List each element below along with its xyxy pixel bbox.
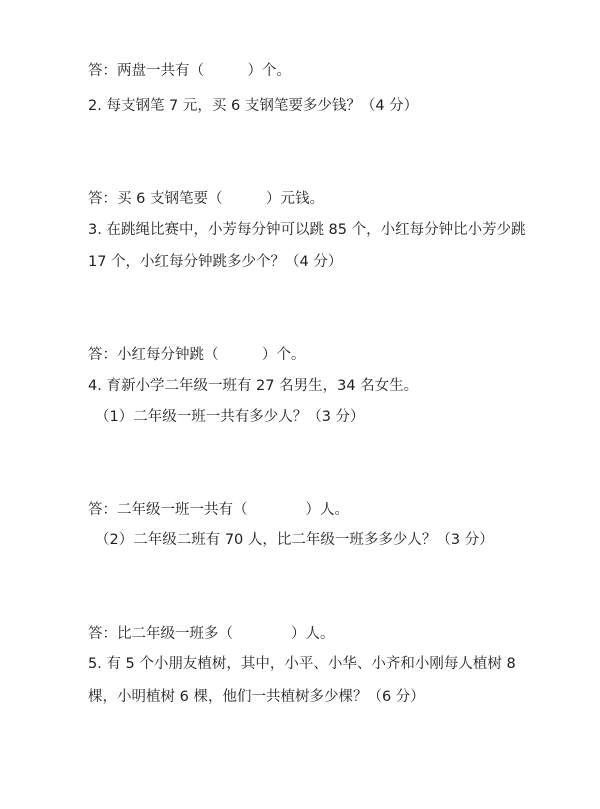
answer-line-q4-part-2: 答：比二年级一班多（ ）人。 — [88, 626, 335, 642]
question-3-line-2: 17 个，小红每分钟跳多少个？（4 分） — [88, 254, 343, 270]
answer-line-q2: 答：买 6 支钢笔要（ ）元钱。 — [88, 191, 324, 207]
question-4-part-2: （2）二年级二班有 70 人，比二年级一班多多少人？（3 分） — [95, 532, 494, 548]
question-5-line-1: 5. 有 5 个小朋友植树，其中，小平、小华、小齐和小刚每人植树 8 — [88, 656, 516, 672]
answer-line-q1: 答：两盘一共有（ ）个。 — [88, 63, 291, 79]
question-4: 4. 育新小学二年级一班有 27 名男生，34 名女生。 — [88, 378, 419, 394]
question-2: 2. 每支钢笔 7 元，买 6 支钢笔要多少钱？（4 分） — [88, 98, 419, 114]
answer-line-q4-part-1: 答：二年级一班一共有（ ）人。 — [88, 502, 349, 518]
question-4-part-1: （1）二年级一班一共有多少人？（3 分） — [95, 409, 365, 425]
question-5-line-2: 棵，小明植树 6 棵，他们一共植树多少棵？（6 分） — [88, 689, 425, 705]
question-3-line-1: 3. 在跳绳比赛中，小芳每分钟可以跳 85 个，小红每分钟比小芳少跳 — [88, 222, 526, 238]
answer-line-q3: 答：小红每分钟跳（ ）个。 — [88, 347, 306, 363]
